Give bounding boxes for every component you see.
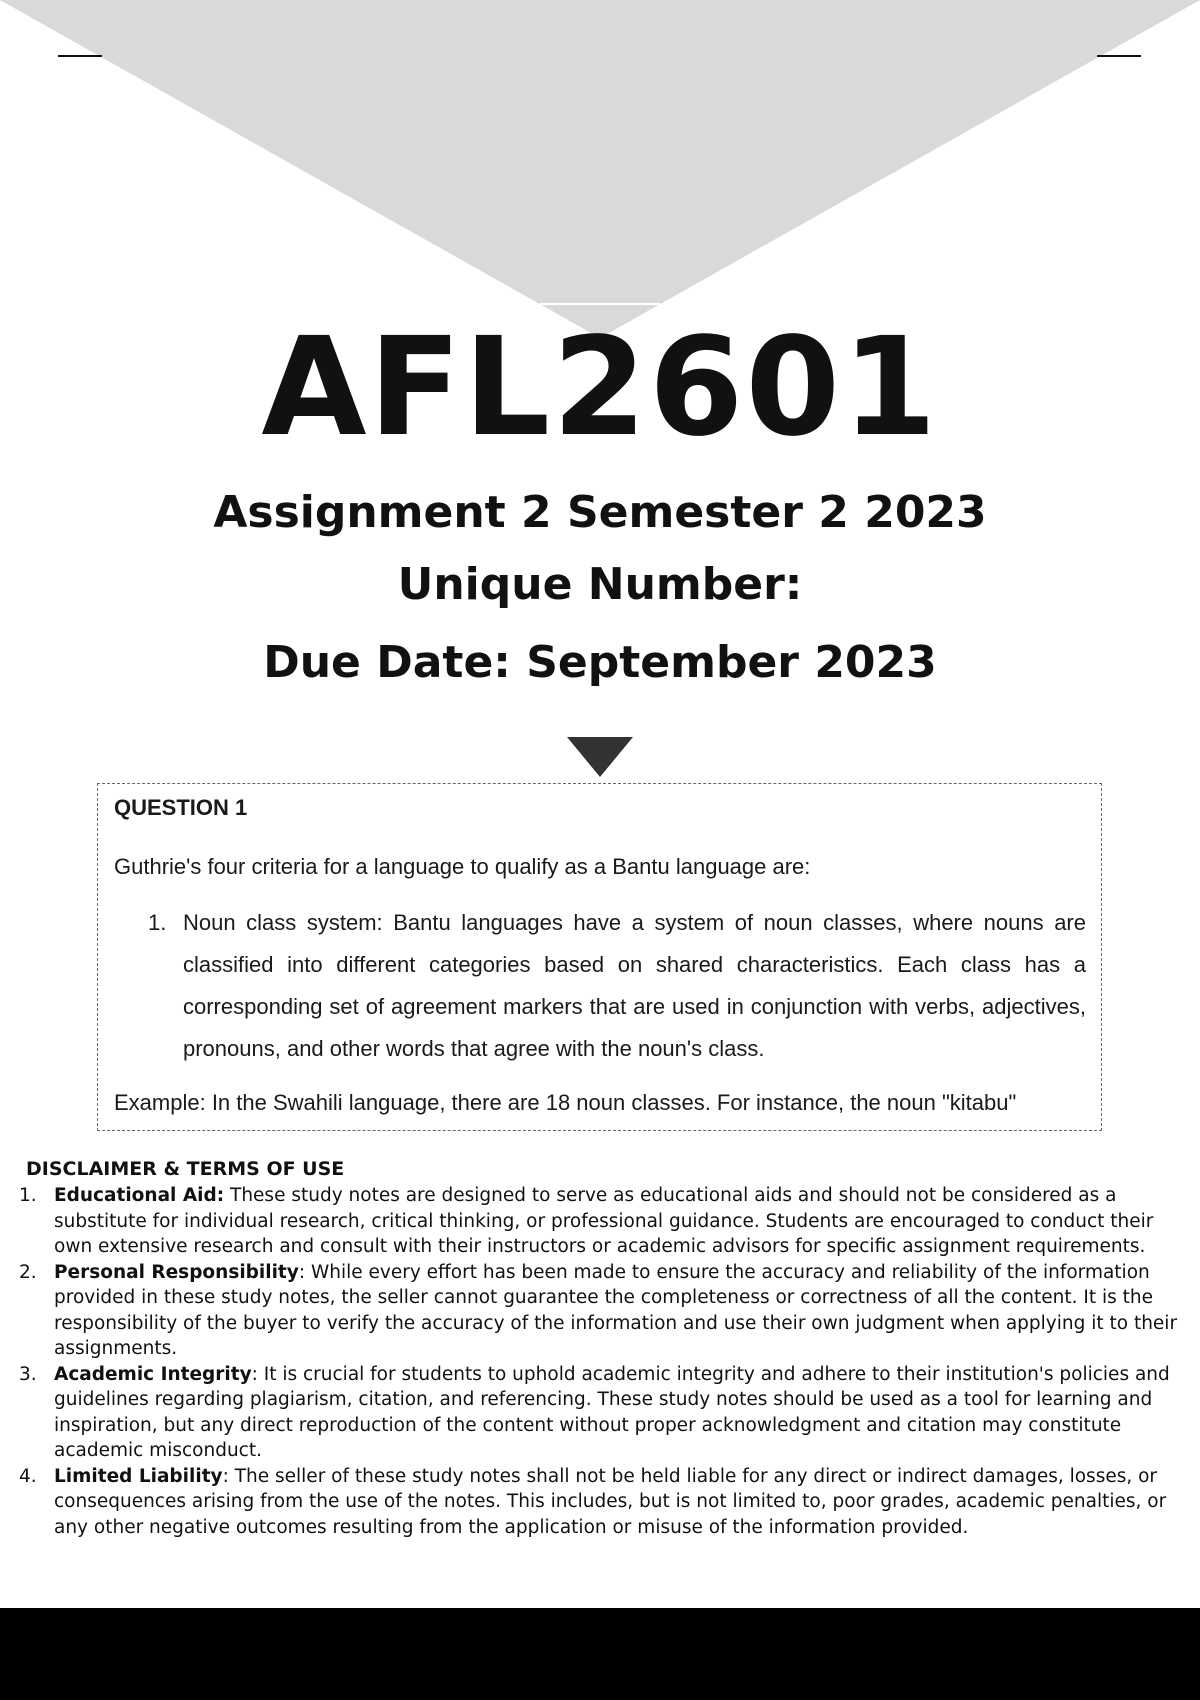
disclaimer-item-heading: Educational Aid: (54, 1185, 225, 1206)
question-example: Example: In the Swahili language, there are 18 noun classes. For instance, the noun "kitabu" (114, 1090, 1017, 1115)
down-arrow-icon (567, 737, 633, 777)
footer-black-bar (0, 1608, 1200, 1700)
header-rule-left (58, 55, 102, 57)
header-banner-triangle (0, 0, 1200, 340)
assignment-subtitle: Assignment 2 Semester 2 2023 (213, 487, 987, 538)
disclaimer-item-heading: Personal Responsibility (54, 1261, 299, 1283)
disclaimer-list (0, 1183, 1200, 1540)
disclaimer-item-number: 3. (19, 1363, 37, 1385)
due-date-label: Due Date: September 2023 (263, 637, 937, 688)
question-list-item (148, 902, 1086, 1070)
disclaimer-item-text: : While every effort has been made to ensure the accuracy and reliability of the information provided in these study notes, the seller cannot guarantee the completeness or correctness of all the content. It is the responsibility of the buyer to verify the accuracy of the information and use their own judgment when applying it to their assignments. (54, 1261, 1178, 1359)
disclaimer-item-personal-responsibility (0, 1260, 1200, 1362)
question-preview-box (97, 783, 1102, 1131)
list-item-number: 1. (148, 910, 167, 935)
header-rule-right (1097, 55, 1141, 57)
disclaimer-item-text: : It is crucial for students to uphold academic integrity and adhere to their institution's policies and guidelines regarding plagiarism, citation, and referencing. These study notes should be used as a tool for learning and inspiration, but any direct reproduction of the content without proper acknowledgment and citation may constitute academic misconduct. (54, 1363, 1170, 1461)
disclaimer-item-heading: Limited Liability (54, 1465, 223, 1487)
disclaimer-item-number: 2. (19, 1261, 37, 1283)
disclaimer-item-number: 1. (19, 1185, 37, 1206)
unique-number-label: Unique Number: (397, 559, 803, 610)
disclaimer-item-educational-aid (0, 1183, 1200, 1260)
disclaimer-item-number: 4. (19, 1465, 37, 1487)
question-title: QUESTION 1 (114, 795, 248, 820)
disclaimer-title: DISCLAIMER & TERMS OF USE (26, 1158, 345, 1180)
list-item-text: Noun class system: Bantu languages have a system of noun classes, where nouns are classified into different categories based on shared characteristics. Each class has a corresponding set of agreement markers that are used in conjunction with verbs, adjectives, pronouns, and other words that agree with the noun's class. (183, 910, 1086, 1061)
disclaimer-item-heading: Academic Integrity (54, 1363, 252, 1385)
disclaimer-item-text: : The seller of these study notes shall not be held liable for any direct or indirect damages, losses, or consequences arising from the use of the notes. This includes, but is not limited to, poor grades, academic penalties, or any other negative outcomes resulting from the application or misuse of the information provided. (54, 1465, 1167, 1538)
disclaimer-item-academic-integrity (0, 1362, 1200, 1464)
disclaimer-item-text: These study notes are designed to serve as educational aids and should not be considered as a substitute for individual research, critical thinking, or professional guidance. Students are encouraged to conduct their own extensive research and consult with their instructors or academic advisors for specific assignment requirements. (54, 1185, 1154, 1257)
question-intro: Guthrie's four criteria for a language to qualify as a Bantu language are: (114, 854, 811, 879)
disclaimer-item-limited-liability (0, 1464, 1200, 1541)
course-code-title: AFL2601 (261, 309, 939, 467)
